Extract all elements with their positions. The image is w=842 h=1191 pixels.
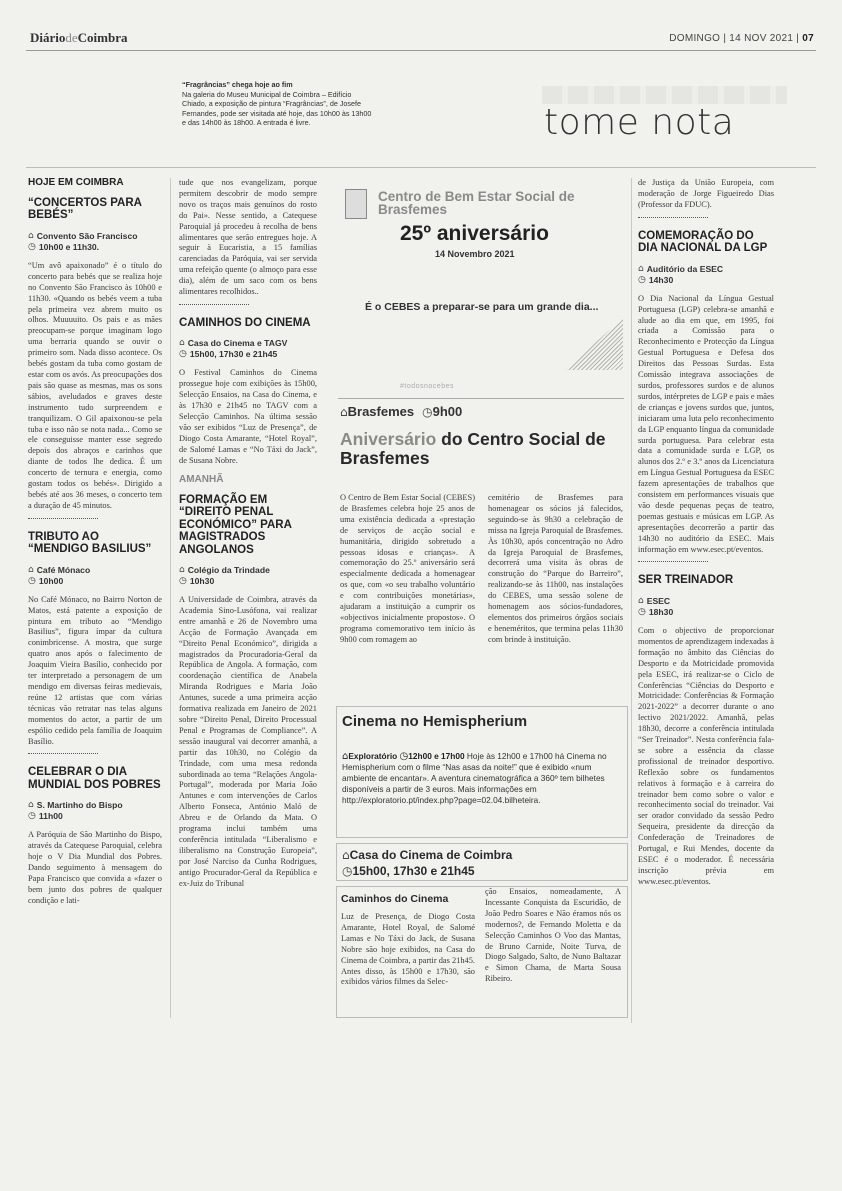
time-text: 12h00 e 17h00 (408, 751, 465, 761)
clock-icon: ◷ (28, 811, 36, 822)
event-location (638, 596, 774, 607)
column-divider (170, 178, 171, 1018)
event-meta (638, 596, 774, 618)
event-time (28, 811, 162, 822)
divider-dots (638, 561, 708, 562)
logo-de: de (65, 30, 78, 45)
ad-hashtag: #todosnocebes (400, 383, 454, 390)
location-text: Casa do Cinema e TAGV (187, 338, 288, 349)
issue-day: DOMINGO (669, 33, 721, 44)
event-time (422, 404, 462, 419)
casa-title: Caminhos do Cinema (341, 893, 449, 905)
clock-icon: ◷ (342, 864, 353, 878)
divider-dots (179, 304, 249, 305)
title-accent: Aniversário (340, 429, 437, 449)
logo-main: Diário (30, 30, 66, 45)
event-meta (28, 231, 162, 253)
home-icon: ⌂ (179, 565, 185, 576)
main-article-title (340, 430, 630, 468)
clock-icon: ◷ (179, 349, 187, 360)
time-text: 18h30 (648, 606, 674, 617)
divider-dots (28, 518, 98, 519)
clock-icon: ◷ (422, 405, 433, 419)
article-title: FORMAÇÃO EM “DIREITO PENAL ECONÓMICO” PARA MAGISTRADOS ANGOLANOS (179, 493, 292, 556)
column-5 (638, 178, 774, 894)
event-location (179, 338, 317, 349)
home-icon: ⌂ (28, 800, 34, 811)
home-icon: ⌂ (179, 338, 185, 349)
ad-date: 14 Novembro 2021 (435, 249, 515, 259)
casa-cinema-box (336, 886, 628, 1018)
event-location (28, 800, 162, 811)
title-rest: do Centro Social de Brasfemes (340, 429, 606, 468)
location-text: Convento São Francisco (36, 230, 138, 241)
ad-organization: Centro de Bem Estar Social de Brasfemes (378, 189, 575, 217)
casa-cinema-header (336, 843, 628, 881)
ad-divider (338, 398, 624, 399)
ad-tagline: É o CEBES a preparar-se para um grande dia... (365, 301, 599, 313)
event-meta (638, 264, 774, 286)
fragrancias-title: “Fragrâncias” chega hoje ao fim (182, 80, 293, 89)
issue-info: DOMINGO | 14 NOV 2021 | 07 (669, 33, 814, 44)
section-header: AMANHÃ (179, 473, 224, 485)
home-icon: ⌂ (28, 230, 34, 241)
column-2 (179, 178, 317, 896)
event-location (28, 565, 162, 576)
location-text: Colégio da Trindade (187, 565, 270, 576)
article-title: TRIBUTO AO “MENDIGO BASILIUS” (28, 530, 152, 556)
article-body: A Universidade de Coimbra, através da Academia Sino-Lusófona, vai realizar entre amanhã e 26 de Novembro uma Acção de Formação Avançada em “Direito Penal Económico”, dirigida a magistrados da Procuradoria-Geral da República de Angola. A formação, com coordenação científica de Anabela Miranda Rodrigues e Maria João Antunes, sucede a uma primeira acção formativa realizada em Janeiro de 2021 sobre “Direito Penal, Direito Processual Penal e Programas de Compliance”. A sessão inaugural vai decorrer amanhã, a partir das 10h30, no Colégio da Trindade, com uma mesa redonda subordinada ao tema “Relações Angola-Portugal”, moderada por Maria João Antunes e com intervenções de Carlos Alberto Fonseca, António Maló de Abreu e de Orlando da Mata. O programa inclui também uma conferência intitulada “Liberalismo e iliberalismo na Construção Europeia”, por José Narciso da Cunha Rodrigues, antigo Procurador-Geral da República e ex-Juiz do Tribunal (179, 595, 317, 888)
article-body: O Festival Caminhos do Cinema prossegue hoje com exibições às 15h00, Selecção Ensaios, na Casa do Cinema, e às 17h30 e 21h45 no TAGV com a Selecção Caminhos. Na última sessão vão ser exibidos “Luz de Presença”, de Diogo Costa Amarante, “Hotel Royal”, de Salomé Lamas e “No Táxi do Jack”, de Susana Nobre. (179, 368, 317, 465)
location-text: Café Mónaco (36, 564, 91, 575)
event-time (28, 242, 162, 253)
home-icon: ⌂ (342, 751, 349, 762)
location-text: Exploratório (348, 751, 398, 761)
article-body: Com o objectivo de proporcionar momentos de aprendizagem indexadas à formação no âmbito das Ciências do Desporto e da Motricidade promovida pela ESEC, irá realizar-se o Ciclo de Conferências “Ciências do Desporto e Motricidade: Conferências & Formação 2021-2022” a decorrer durante o ano lectivo 2021/2022. Amanhã, pelas 18h30, decorre a conferência intitulada “Ser Treinador”. Nesta conferência fala-se sobre a essência da classe profissional de treinador desportivo. Reflexão sobre os fundamentos relativos à formação e à carreira do treinador bem como sobre o valor e reconhecimento social do treinador. Vai ser orador convidado da sessão Pedro Sequeira, presidente da direcção da Confederação de Treinadores de Portugal, e Rui Mendes, docente da ESEC é o moderador. É necessária inscrição prévia em www.esec.pt/eventos. (638, 625, 774, 886)
location-text: Brasfemes (347, 404, 415, 419)
location-text: ESEC (646, 595, 671, 606)
event-meta (340, 404, 462, 419)
clock-icon: ◷ (638, 606, 646, 617)
event-location (28, 231, 162, 242)
location-text: Auditório da ESEC (646, 263, 724, 274)
time-text: 11h00 (38, 811, 63, 822)
event-meta (28, 800, 162, 822)
article-body: No Café Mónaco, no Bairro Norton de Matos, está patente a exposição de pintura em tributo ao “Mendigo Basilius”, figura ímpar da cultura conimbricense. A mostra, que surge quatro anos após o falecimento de Joaquim Vieira Basílio, conhecido por ter interpretado a personagem de um mendigo em diversas feiras medievais, reúne 12 artistas que com várias técnicas vão retratar nas telas alguns momentos do actor, a partir de um espólio cedido pela família de Joaquim Basílio. (28, 594, 162, 746)
home-icon: ⌂ (28, 564, 34, 575)
clock-icon: ◷ (179, 576, 187, 587)
top-rule (26, 50, 816, 51)
cinema-title: Cinema no Hemispherium (342, 713, 528, 730)
event-time (342, 863, 512, 879)
article-body: “Um avô apaixonado” é o título do concerto para bebés que se realiza hoje no Convento São Francisco às 10h00 e 11h30. «Quando os bebés veem a tuba pela primeira vez abrem muito os olhos. Muuuuito. Os pais e as mães preocupam-se porque imaginam logo uma berraria quando se ouvir o primeiro som. Nada disso acontece. Os bebés gostam da tuba como gostam de estar com os avós. As preocupações dos pais são quase as mesmas, mas os sons sábios, aveludados e graves deste instrumento tudo surpreendem e tranquilizam. O Gil apaixonou-se pela tuba e isso não se nota nada... Como se ele conseguisse manter esse segredo depois dos abraços e carinhos que diante de todos lhe dedica. É um concerto de ternura e energia, como gostam todos os bebés». Dirigido a bebés até aos 36 meses, o concerto tem a duração de 45 minutos. (28, 260, 162, 510)
article-body: ção Ensaios, nomeadamente, A Incessante Conquista da Escuridão, de João Pedro Soares e Não éramos nós os modernos?, de Fernando Moletta e da Selecção Caminhos O Voo das Mantas, de Bruno Carnide, Noite Turva, de Diogo Salgado, Salto, de Nuno Baltazar e Simon Chama, de Marta Sousa Ribeiro. (485, 887, 621, 984)
main-article-col-a (340, 493, 475, 652)
logo-city: Coimbra (77, 30, 128, 45)
event-location (340, 404, 414, 419)
column-divider (631, 178, 632, 1023)
ad-headline: 25º aniversário (400, 222, 549, 245)
location-text: S. Martinho do Bispo (36, 800, 123, 811)
article-body: A Paróquia de São Martinho do Bispo, através da Catequese Paroquial, celebra hoje o V Dia Mundial dos Pobres. Dando seguimento à mensagem do Papa Francisco que convida a «fazer o bem junto dos pobres de qualquer condição e lati- (28, 830, 162, 905)
cebes-logo (345, 189, 367, 219)
newspaper-logo (30, 30, 128, 46)
column-1 (28, 178, 162, 913)
article-body: O Centro de Bem Estar Social (CEBES) de Brasfemes celebra hoje 25 anos de uma existência dedicada a «prestação de serviços de acção social e humanitária, dirigido sobretudo a pessoas idosas e crianças». A comemoração do 25.º aniversário será especialmente dedicada a homenagear os que, com «o seu trabalho voluntário e com contribuições monetárias», ajudaram a instituição a cumprir os «objectivos inicialmente propostos». O programa comemorativo tem início às 9h00 com romagem ao (340, 493, 475, 644)
time-text: 10h00 (38, 575, 64, 586)
cinema-body: Hoje às 12h00 e 17h00 há Cinema no Hemispherium com o filme “Nas asas da noite!” que é exibido «num ambiente de encantar». A aventura cinematográfica a 360º tem bilhetes disponíveis a partir de 3 euros. Mais informações em http://exploratorio.pt/index.php?page=02.04.bilheteira. (342, 751, 607, 805)
article-title: COMEMORAÇÃO DO DIA NACIONAL DA LGP (638, 229, 768, 255)
time-text: 15h00, 17h30 e 21h45 (352, 864, 475, 878)
article-body: Luz de Presença, de Diogo Costa Amarante, Hotel Royal, de Salomé Lamas e No Táxi do Jack, de Susana Nobre são hoje exibidos, na Casa do Cinema de Coimbra, a partir das 21h45. Antes disso, às 15h00 e 17h30, são exibidos vários filmes da Selec- (341, 912, 475, 987)
article-body: tude que nos evangelizam, porque permitem descobrir de modo sempre novo os traços mais genuínos do rosto do Pai». Nesse sentido, a Catequese Paroquial já procedeu à recolha de bens alimentares que serão entregues hoje. A seguir à Eucaristia, a 15 famílias carenciadas da Paróquia, vai ser servida uma refeição quente (o almoço para esse dia), além de um saco com os bens alimentares recolhidos.. (179, 178, 317, 297)
section-title: tome nota (544, 102, 735, 143)
main-article-col-b (488, 493, 623, 652)
event-time (28, 576, 162, 587)
home-icon: ⌂ (342, 848, 350, 862)
event-meta (342, 847, 512, 879)
event-meta (179, 338, 317, 360)
article-body: cemitério de Brasfemes para homenagear os sócios já falecidos, seguindo-se às 9h30 a celebração de missa na Igreja Paroquial de Brasfemes. Às 10h30, após concentração no Adro da Igreja Paroquial de Brasfemes, decorrerá uma visita às obras de construção do “Parque do Barreiro”, realizando-se às 11h00, nas instalações do CEBES, uma sessão solene de homenagem aos sócios-fundadores, elementos dos primeiros órgãos sociais e beneméritos, que termina pelas 11h30 com brinde à instituição. (488, 493, 623, 644)
divider-dots (638, 217, 708, 218)
clock-icon: ◷ (399, 751, 409, 762)
article-title: CAMINHOS DO CINEMA (179, 316, 311, 329)
event-location (638, 264, 774, 275)
clock-icon: ◷ (638, 274, 646, 285)
home-icon: ⌂ (340, 405, 348, 419)
home-icon: ⌂ (638, 263, 644, 274)
time-text: 14h30 (648, 274, 674, 285)
cinema-text (342, 751, 620, 806)
event-time (179, 576, 317, 587)
casa-col-a (341, 912, 475, 994)
time-text: 9h00 (432, 404, 463, 419)
event-meta (28, 565, 162, 587)
time-text: 10h00 e 11h30. (38, 241, 100, 252)
time-text: 10h30 (189, 576, 215, 587)
location-text: Casa do Cinema de Coimbra (349, 848, 513, 862)
article-body: de Justiça da União Europeia, com moderação de Jorge Figueiredo Dias (Professor da FDUC). (638, 178, 774, 209)
clock-icon: ◷ (28, 575, 36, 586)
casa-col-b (485, 887, 621, 991)
event-time (638, 607, 774, 618)
ad-hatch-decoration (565, 318, 623, 370)
section-header: HOJE EM COIMBRA (28, 177, 124, 188)
cinema-box (336, 706, 628, 838)
issue-date: 14 NOV 2021 (729, 33, 794, 44)
time-text: 15h00, 17h30 e 21h45 (189, 349, 278, 360)
page-number: 07 (802, 33, 814, 44)
event-location (342, 847, 512, 863)
article-title: CELEBRAR O DIA MUNDIAL DOS POBRES (28, 766, 161, 791)
article-body: O Dia Nacional da Língua Gestual Portuguesa (LGP) celebra-se amanhã e alude ao dia em que, em 1995, foi criada a Comissão para o Reconhecimento e Protecção da Língua Gestual Portuguesa e Defesa dos Direitos das Pessoas Surdas. Esta Comissão integrava associações de surdos, professores surdos e de alunos surdos, intérpretes de LGP e pais e mães de crianças e jovens surdos que, juntos, iniciaram uma luta pelo reconhecimento da LGP enquanto língua da comunidade surda portuguesa. Para celebrar esta data a comunidade surda e LGP, os alunos dos 2.º e 3.º anos da Licenciatura em Língua Gestual Portuguesa da ESEC fazem apresentações de trabalhos que consistem em performances visuais que vão desde pequenas peças de teatro, poemas gestuais e músicas em LGP. As apresentações decorrerão a partir das 14h30 no auditório da ESEC. Mais informação em www.esec.pt/eventos. (638, 293, 774, 554)
event-meta (179, 565, 317, 587)
divider-dots (28, 753, 98, 754)
fragrancias-note (182, 80, 377, 128)
event-location (179, 565, 317, 576)
article-title: “CONCERTOS PARA BEBÉS” (28, 196, 142, 222)
event-time (179, 349, 317, 360)
clock-icon: ◷ (28, 241, 36, 252)
article-title: SER TREINADOR (638, 574, 734, 587)
fragrancias-body: Na galeria do Museu Municipal de Coimbra – Edifício Chiado, a exposição de pintura “Fragrâncias”, de Josefe Fernandes, pode ser visitada até hoje, das 10h00 às 13h00 e das 14h00 às 18h00. A entrada é livre. (182, 89, 372, 128)
home-icon: ⌂ (638, 595, 644, 606)
event-time (638, 275, 774, 286)
